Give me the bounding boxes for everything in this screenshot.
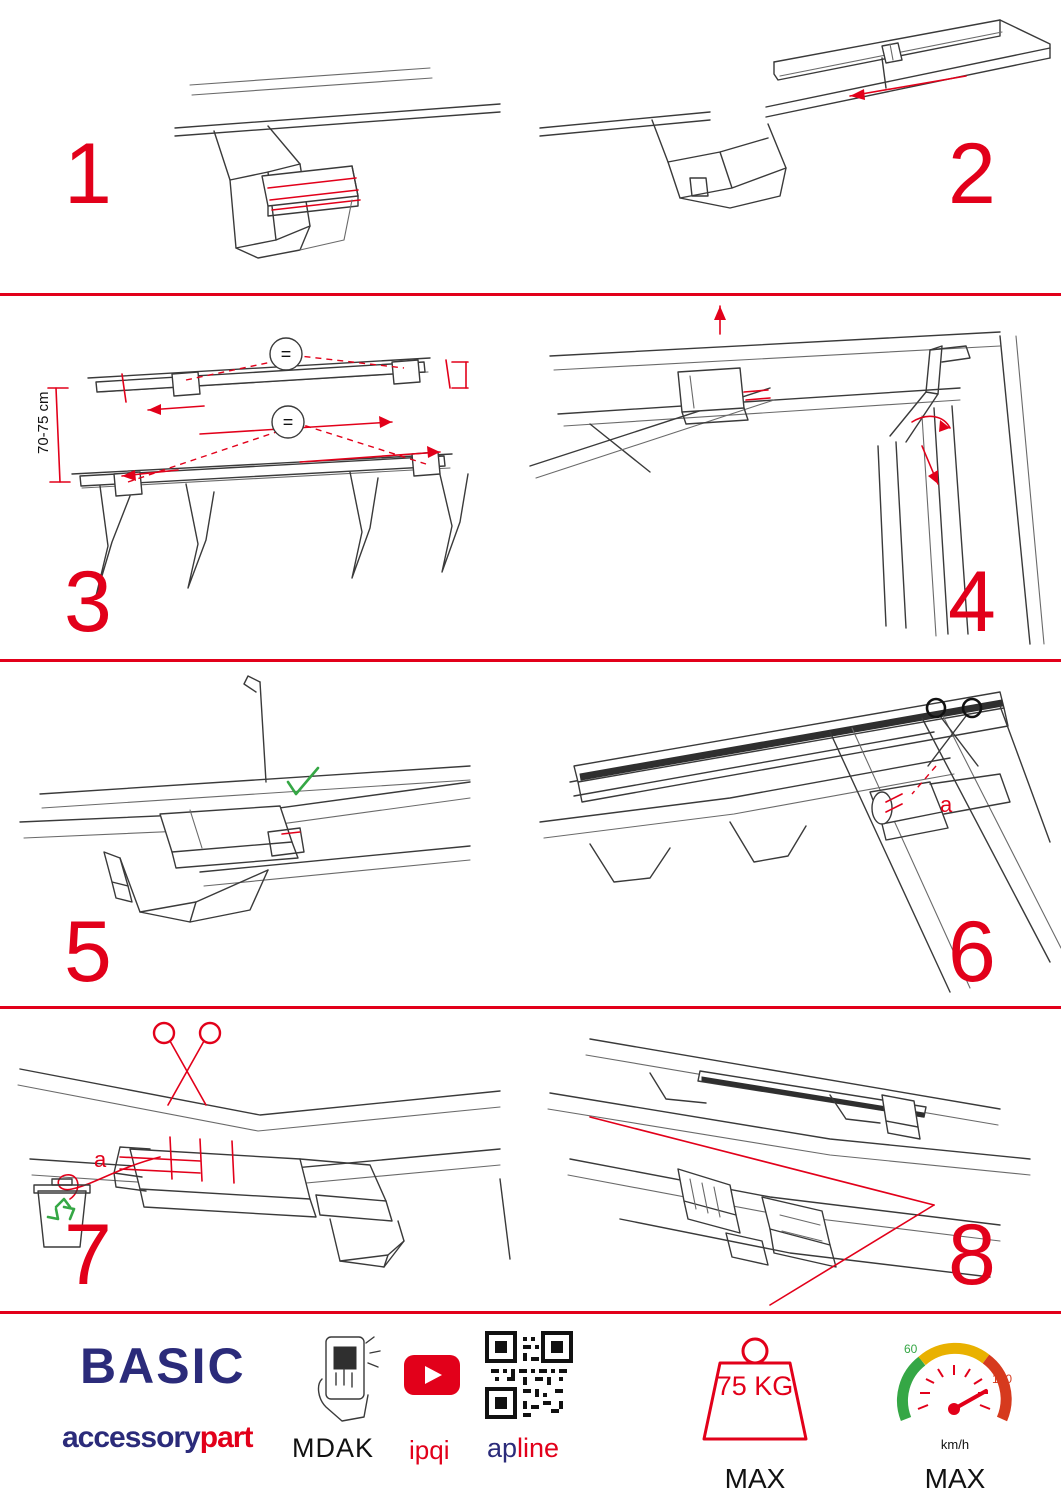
partner-label-apline — [487, 1433, 559, 1464]
step-6-panel — [530, 662, 1061, 1006]
svg-text:60: 60 — [904, 1342, 918, 1356]
svg-text:=: = — [282, 412, 294, 432]
max-speed-caption: MAX — [924, 1463, 986, 1494]
max-load-caption: MAX — [724, 1463, 786, 1494]
step-6-label-a: a — [940, 792, 953, 817]
qr-code-icon — [487, 1333, 571, 1417]
step-2-panel — [530, 0, 1061, 293]
step-7-panel — [0, 1009, 530, 1311]
step-8-panel — [530, 1009, 1061, 1311]
partner-label-mdak: MDAK — [292, 1433, 375, 1463]
step-7-number: 7 — [64, 1207, 112, 1303]
footer-branding — [0, 1311, 1061, 1500]
step-5-panel — [0, 662, 530, 1006]
step-5-number: 5 — [64, 904, 112, 1000]
step-2-number: 2 — [948, 126, 996, 222]
brand-accessory-text: accessory — [62, 1421, 200, 1454]
step-7-label-a: a — [94, 1147, 107, 1172]
svg-text:120: 120 — [992, 1372, 1013, 1386]
step-8-number: 8 — [948, 1207, 996, 1303]
step-4-number: 4 — [948, 554, 996, 650]
brand-basic: BASIC — [80, 1338, 246, 1394]
apline-line-text: line — [517, 1433, 560, 1463]
step-6-number: 6 — [948, 904, 996, 1000]
brand-part-text: part — [199, 1421, 253, 1454]
step-3-panel — [0, 296, 530, 659]
partner-label-ipqi: ipqi — [409, 1435, 450, 1465]
speed-unit-label: km/h — [940, 1437, 970, 1452]
step-3-dimension-label: 70-75 cm — [35, 391, 52, 454]
apline-ap-text: ap — [487, 1433, 518, 1463]
step-3-number: 3 — [64, 554, 112, 650]
max-load-value: 75 KG — [716, 1371, 794, 1401]
youtube-icon[interactable] — [404, 1355, 460, 1395]
speedometer-icon — [888, 1323, 1022, 1443]
hand-phone-icon — [312, 1333, 384, 1425]
step-1-number: 1 — [64, 126, 112, 222]
step-1-panel — [0, 0, 530, 293]
svg-text:=: = — [280, 344, 292, 364]
step-4-panel — [530, 296, 1061, 659]
brand-accessorypart — [62, 1421, 252, 1455]
